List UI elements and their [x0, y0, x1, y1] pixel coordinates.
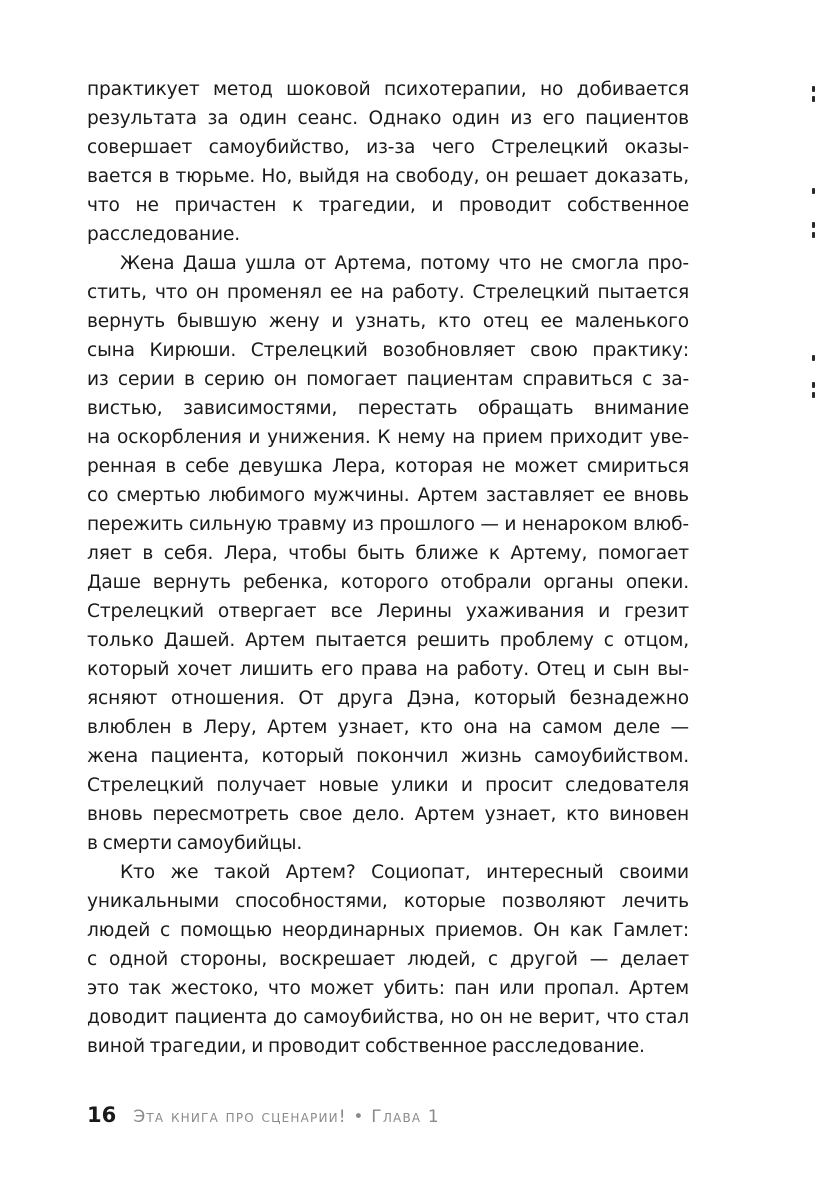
text-line: влюблен в Леру, Артем узнает, кто она на самом деле —: [87, 717, 689, 738]
text-line: практикует метод шоковой психотерапии, но добивается: [87, 79, 689, 100]
text-line: в смерти самоубийцы.: [87, 833, 303, 854]
paragraph: [87, 249, 689, 858]
text-line: со смертью любимого мужчины. Артем заставляет ее вновь: [87, 485, 689, 506]
text-line: Кто же такой Артем? Социопат, интересный своими: [120, 862, 689, 883]
text-line: результата за один сеанс. Однако один из его пациентов: [87, 108, 689, 129]
page-footer: [87, 1103, 440, 1127]
text-line: стить, что он променял ее на работу. Стрелецкий пытается: [87, 282, 689, 303]
text-line: доводит пациента до самоубийства, но он не верит, что стал: [87, 1007, 689, 1028]
edge-mark: [812, 222, 815, 228]
edge-mark: [812, 188, 815, 194]
text-line: ясняют отношения. От друга Дэна, который безнадежно: [87, 688, 689, 709]
text-line: людей с помощью неординарных приемов. Он как Гамлет:: [87, 920, 689, 941]
text-line: виной трагедии, и проводит собственное расследование.: [87, 1036, 645, 1057]
text-line: пережить сильную травму из прошлого — и ненароком влюб-: [87, 514, 689, 535]
text-line: на оскорбления и унижения. К нему на прием приходит уве-: [87, 427, 689, 448]
text-line: Даше вернуть ребенка, которого отобрали органы опеки.: [87, 572, 689, 593]
text-line: из серии в серию он помогает пациентам справиться с за-: [87, 369, 689, 390]
paragraph: [87, 858, 689, 1061]
text-line: вернуть бывшую жену и узнать, кто отец ее маленького: [87, 311, 689, 332]
text-line: который хочет лишить его права на работу. Отец и сын вы-: [87, 659, 689, 680]
text-line: вистью, зависимостями, перестать обращать внимание: [87, 398, 689, 419]
text-line: вновь пересмотреть свое дело. Артем узнает, кто виновен: [87, 804, 689, 825]
text-line: расследование.: [87, 224, 241, 245]
text-line: это так жестоко, что может убить: пан или пропал. Артем: [87, 978, 689, 999]
edge-mark: [812, 382, 815, 388]
text-line: Стрелецкий получает новые улики и просит следователя: [87, 775, 689, 796]
text-line: жена пациента, который покончил жизнь самоубийством.: [87, 746, 689, 767]
edge-mark: [812, 86, 815, 92]
edge-mark: [812, 96, 815, 102]
text-line: уникальными способностями, которые позволяют лечить: [87, 891, 689, 912]
body-text: [87, 75, 689, 1061]
text-line: что не причастен к трагедии, и проводит собственное: [87, 195, 689, 216]
text-line: вается в тюрьме. Но, выйдя на свободу, он решает доказать,: [87, 166, 689, 187]
edge-mark: [812, 232, 815, 238]
text-line: с одной стороны, воскрешает людей, с другой — делает: [87, 949, 689, 970]
text-line: Жена Даша ушла от Артема, потому что не смогла про-: [120, 253, 689, 274]
text-line: ренная в себе девушка Лера, которая не может смириться: [87, 456, 689, 477]
text-line: ляет в себя. Лера, чтобы быть ближе к Артему, помогает: [87, 543, 689, 564]
page-number: 16: [87, 1103, 117, 1127]
edge-mark: [812, 355, 815, 361]
text-line: только Дашей. Артем пытается решить проблему с отцом,: [87, 630, 689, 651]
running-head: Эта книга про сценарии! • Глава 1: [133, 1107, 440, 1127]
paragraph: [87, 75, 689, 249]
page-edge-marks: [812, 0, 817, 1200]
text-line: Стрелецкий отвергает все Лерины ухаживания и грезит: [87, 601, 689, 622]
text-line: совершает самоубийство, из-за чего Стрелецкий оказы-: [87, 137, 689, 158]
text-line: сына Кирюши. Стрелецкий возобновляет свою практику:: [87, 340, 689, 361]
edge-mark: [812, 392, 815, 398]
